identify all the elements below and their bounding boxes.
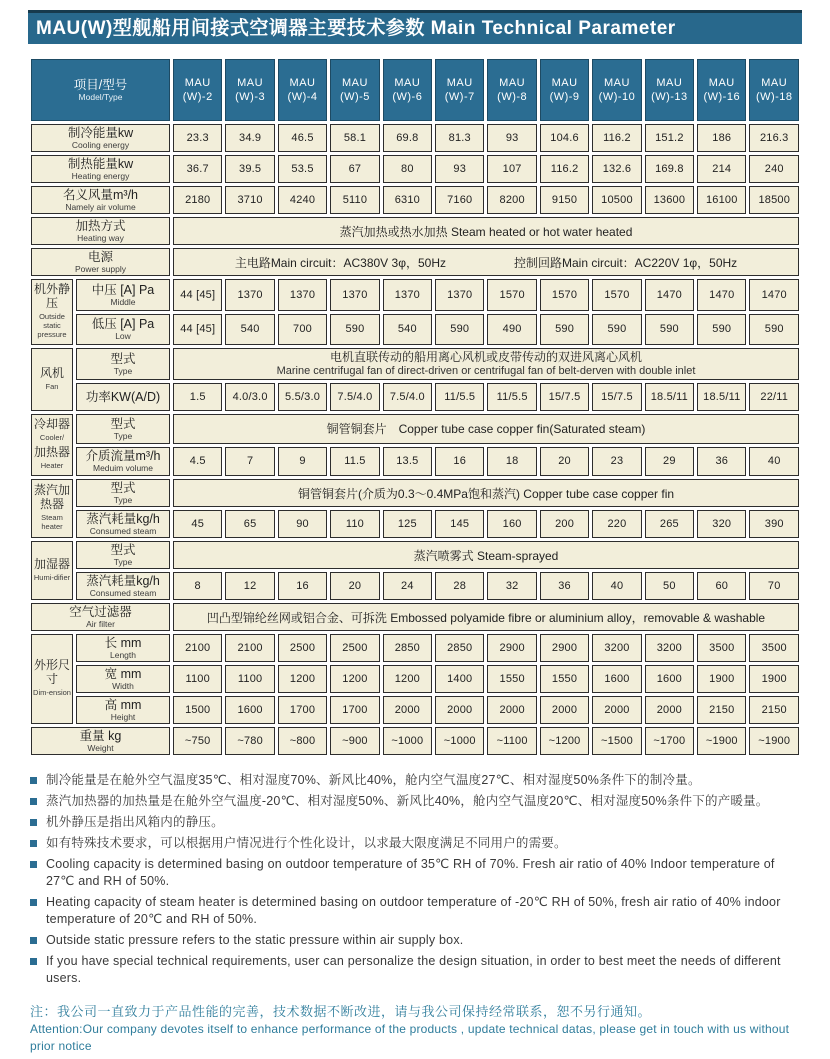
value-cell: 1370 <box>330 279 379 311</box>
value-cell: 1700 <box>330 696 379 724</box>
value-cell: 9 <box>278 447 327 477</box>
value-cell: 7.5/4.0 <box>330 383 379 411</box>
span-cell: 铜管铜套片 Copper tube case copper fin(Saturated steam) <box>173 414 799 444</box>
row-label: 制冷能量kw Cooling energy <box>31 124 170 152</box>
model-type-header-en: Model/Type <box>78 92 123 102</box>
value-cell: 1100 <box>173 665 222 693</box>
value-cell: 70 <box>749 572 799 600</box>
value-cell: 36 <box>540 572 589 600</box>
value-cell: ~900 <box>330 727 379 755</box>
value-cell: ~800 <box>278 727 327 755</box>
square-bullet-icon <box>30 958 37 965</box>
value-cell: 53.5 <box>278 155 327 183</box>
value-cell: 2000 <box>592 696 641 724</box>
value-cell: 116.2 <box>592 124 641 152</box>
value-cell: 7160 <box>435 186 484 214</box>
value-cell: 44 [45] <box>173 314 222 346</box>
row-label: 空气过滤器 Air filter <box>31 603 170 631</box>
table-row <box>31 248 799 276</box>
table-row <box>31 279 799 311</box>
table-row <box>31 217 799 245</box>
table-row <box>31 124 799 152</box>
value-cell: 125 <box>383 510 432 538</box>
row-label: 制热能量kw Heating energy <box>31 155 170 183</box>
group-label: 外形尺寸 Dim-ension <box>31 634 73 724</box>
value-cell: 10500 <box>592 186 641 214</box>
spec-table-body <box>31 59 799 755</box>
model-header-cell: MAU (W)-16 <box>697 59 746 121</box>
group-label: 加湿器 Humi-difier <box>31 541 73 600</box>
value-cell: 1900 <box>749 665 799 693</box>
value-cell: 46.5 <box>278 124 327 152</box>
value-cell: 5.5/3.0 <box>278 383 327 411</box>
note-item <box>30 894 802 928</box>
model-header-cell: MAU (W)-5 <box>330 59 379 121</box>
value-cell: 220 <box>592 510 641 538</box>
value-cell: 9150 <box>540 186 589 214</box>
value-cell: 1200 <box>330 665 379 693</box>
table-row <box>31 186 799 214</box>
model-header-cell: MAU (W)-4 <box>278 59 327 121</box>
value-cell: 32 <box>487 572 536 600</box>
value-cell: 2850 <box>435 634 484 662</box>
note-item <box>30 772 802 789</box>
value-cell: 67 <box>330 155 379 183</box>
value-cell: 107 <box>487 155 536 183</box>
row-label: 低压 [A] Pa Low <box>76 314 170 346</box>
value-cell: 22/11 <box>749 383 799 411</box>
value-cell: 590 <box>435 314 484 346</box>
table-row <box>31 727 799 755</box>
value-cell: 110 <box>330 510 379 538</box>
value-cell: 1600 <box>592 665 641 693</box>
value-cell: 1400 <box>435 665 484 693</box>
note-item <box>30 856 802 890</box>
value-cell: 2000 <box>383 696 432 724</box>
value-cell: 2000 <box>435 696 484 724</box>
group-label: 冷却器 Cooler/ 加热器 Heater <box>31 414 73 476</box>
value-cell: 44 [45] <box>173 279 222 311</box>
value-cell: 2000 <box>487 696 536 724</box>
model-header-cell: MAU (W)-18 <box>749 59 799 121</box>
model-header-cell: MAU (W)-6 <box>383 59 432 121</box>
value-cell: 11/5.5 <box>487 383 536 411</box>
value-cell: 1700 <box>278 696 327 724</box>
value-cell: 2100 <box>225 634 274 662</box>
value-cell: 1470 <box>697 279 746 311</box>
page-title: MAU(W)型舰船用间接式空调器主要技术参数 Main Technical Parameter <box>28 10 802 44</box>
table-row <box>31 348 799 380</box>
value-cell: 590 <box>540 314 589 346</box>
value-cell: 2180 <box>173 186 222 214</box>
value-cell: 15/7.5 <box>540 383 589 411</box>
square-bullet-icon <box>30 777 37 784</box>
value-cell: 1600 <box>225 696 274 724</box>
value-cell: 20 <box>540 447 589 477</box>
value-cell: 65 <box>225 510 274 538</box>
note-item <box>30 793 802 810</box>
value-cell: 11.5 <box>330 447 379 477</box>
value-cell: 60 <box>697 572 746 600</box>
span-cell: 主电路Main circuit：AC380V 3φ，50Hz 控制回路Main circuit：AC220V 1φ，50Hz <box>173 248 799 276</box>
value-cell: 1200 <box>278 665 327 693</box>
spec-table <box>28 56 802 758</box>
note-text: 如有特殊技术要求，可以根据用户情况进行个性化设计，以求最大限度满足不同用户的需要。 <box>46 836 567 850</box>
value-cell: 39.5 <box>225 155 274 183</box>
value-cell: 590 <box>645 314 694 346</box>
value-cell: 18 <box>487 447 536 477</box>
value-cell: 104.6 <box>540 124 589 152</box>
value-cell: 45 <box>173 510 222 538</box>
table-row <box>31 603 799 631</box>
square-bullet-icon <box>30 819 37 826</box>
value-cell: 90 <box>278 510 327 538</box>
value-cell: 1.5 <box>173 383 222 411</box>
value-cell: 5110 <box>330 186 379 214</box>
note-text: If you have special technical requirements, user can personalize the design situation, in order to best meet the needs of different users. <box>46 954 781 985</box>
notes-section <box>30 772 802 987</box>
value-cell: ~1700 <box>645 727 694 755</box>
span-cell: 铜管铜套片(介质为0.3～0.4MPa饱和蒸汽) Copper tube case copper fin <box>173 479 799 507</box>
square-bullet-icon <box>30 937 37 944</box>
value-cell: 1600 <box>645 665 694 693</box>
group-label: 蒸汽加热器 Steam heater <box>31 479 73 538</box>
value-cell: 1370 <box>225 279 274 311</box>
value-cell: 390 <box>749 510 799 538</box>
value-cell: ~1000 <box>383 727 432 755</box>
value-cell: 7 <box>225 447 274 477</box>
row-label: 介质流量m³/h Meduim volume <box>76 447 170 477</box>
group-label: 风机 Fan <box>31 348 73 411</box>
value-cell: ~1100 <box>487 727 536 755</box>
attention-section <box>30 1003 802 1055</box>
value-cell: 3200 <box>592 634 641 662</box>
value-cell: 3710 <box>225 186 274 214</box>
value-cell: 2100 <box>173 634 222 662</box>
value-cell: 12 <box>225 572 274 600</box>
value-cell: ~750 <box>173 727 222 755</box>
row-label: 电源 Power supply <box>31 248 170 276</box>
model-header-cell: MAU (W)-7 <box>435 59 484 121</box>
note-item <box>30 814 802 831</box>
value-cell: 2000 <box>645 696 694 724</box>
model-header-cell: MAU (W)-13 <box>645 59 694 121</box>
note-text: 制冷能量是在舱外空气温度35℃、相对湿度70%、新风比40%，舱内空气温度27℃、相对湿度50%条件下的制冷量。 <box>46 773 701 787</box>
note-item <box>30 835 802 852</box>
value-cell: 2150 <box>697 696 746 724</box>
value-cell: 590 <box>330 314 379 346</box>
value-cell: 1570 <box>487 279 536 311</box>
table-row <box>31 414 799 444</box>
value-cell: 50 <box>645 572 694 600</box>
value-cell: 3500 <box>749 634 799 662</box>
table-row <box>31 447 799 477</box>
value-cell: 8200 <box>487 186 536 214</box>
value-cell: 216.3 <box>749 124 799 152</box>
table-row <box>31 479 799 507</box>
value-cell: 145 <box>435 510 484 538</box>
value-cell: 1370 <box>278 279 327 311</box>
value-cell: 169.8 <box>645 155 694 183</box>
value-cell: 265 <box>645 510 694 538</box>
value-cell: 2900 <box>487 634 536 662</box>
note-item <box>30 953 802 987</box>
value-cell: 2150 <box>749 696 799 724</box>
value-cell: 18.5/11 <box>645 383 694 411</box>
value-cell: 214 <box>697 155 746 183</box>
model-header-cell: MAU (W)-8 <box>487 59 536 121</box>
row-label: 高 mm Height <box>76 696 170 724</box>
value-cell: 3500 <box>697 634 746 662</box>
value-cell: 700 <box>278 314 327 346</box>
row-label: 宽 mm Width <box>76 665 170 693</box>
table-row <box>31 383 799 411</box>
value-cell: 2850 <box>383 634 432 662</box>
value-cell: 15/7.5 <box>592 383 641 411</box>
value-cell: 29 <box>645 447 694 477</box>
row-label: 蒸汽耗量kg/h Consumed steam <box>76 572 170 600</box>
value-cell: 540 <box>225 314 274 346</box>
value-cell: 1500 <box>173 696 222 724</box>
value-cell: 28 <box>435 572 484 600</box>
row-label: 中压 [A] Pa Middle <box>76 279 170 311</box>
value-cell: 13600 <box>645 186 694 214</box>
value-cell: 16100 <box>697 186 746 214</box>
value-cell: 23.3 <box>173 124 222 152</box>
value-cell: 81.3 <box>435 124 484 152</box>
span-cell: 电机直联传动的船用离心风机或皮带传动的双进风离心风机 Marine centrifugal fan of direct-driven or centrifugal fan of belt-derven with double inlet <box>173 348 799 380</box>
row-label: 蒸汽耗量kg/h Consumed steam <box>76 510 170 538</box>
value-cell: 320 <box>697 510 746 538</box>
value-cell: 36.7 <box>173 155 222 183</box>
model-type-header <box>31 59 170 121</box>
row-label: 型式 Type <box>76 348 170 380</box>
attention-en: Attention:Our company devotes itself to enhance performance of the products , update technical datas, please get in touch with us without prior notice <box>30 1022 790 1053</box>
value-cell: 69.8 <box>383 124 432 152</box>
value-cell: 1370 <box>383 279 432 311</box>
note-text: 机外静压是指出风箱内的静压。 <box>46 815 224 829</box>
value-cell: 1900 <box>697 665 746 693</box>
value-cell: 1470 <box>749 279 799 311</box>
value-cell: 11/5.5 <box>435 383 484 411</box>
value-cell: 7.5/4.0 <box>383 383 432 411</box>
value-cell: 20 <box>330 572 379 600</box>
row-label: 加热方式 Heating way <box>31 217 170 245</box>
value-cell: 93 <box>487 124 536 152</box>
table-row <box>31 155 799 183</box>
value-cell: 4.5 <box>173 447 222 477</box>
row-label: 长 mm Length <box>76 634 170 662</box>
value-cell: 116.2 <box>540 155 589 183</box>
value-cell: ~1200 <box>540 727 589 755</box>
table-row <box>31 634 799 662</box>
table-row <box>31 541 799 569</box>
value-cell: 1570 <box>592 279 641 311</box>
value-cell: ~1900 <box>749 727 799 755</box>
note-text: Cooling capacity is determined basing on outdoor temperature of 35℃ RH of 70%. Fresh air ratio of 40% Indoor temperature of 27℃ and RH of 50%. <box>46 857 775 888</box>
model-header-cell: MAU (W)-3 <box>225 59 274 121</box>
model-header-cell: MAU (W)-10 <box>592 59 641 121</box>
row-label: 功率KW(A/D) <box>76 383 170 411</box>
value-cell: 18.5/11 <box>697 383 746 411</box>
span-cell: 蒸汽喷雾式 Steam-sprayed <box>173 541 799 569</box>
value-cell: 4.0/3.0 <box>225 383 274 411</box>
value-cell: 3200 <box>645 634 694 662</box>
value-cell: 1100 <box>225 665 274 693</box>
value-cell: 151.2 <box>645 124 694 152</box>
model-header-cell: MAU (W)-9 <box>540 59 589 121</box>
note-item <box>30 932 802 949</box>
value-cell: 16 <box>435 447 484 477</box>
note-text: 蒸汽加热器的加热量是在舱外空气温度-20℃、相对湿度50%、新风比40%，舱内空气温度20℃、相对湿度50%条件下的产暖量。 <box>46 794 769 808</box>
value-cell: 36 <box>697 447 746 477</box>
value-cell: 40 <box>592 572 641 600</box>
value-cell: 1200 <box>383 665 432 693</box>
square-bullet-icon <box>30 840 37 847</box>
value-cell: 540 <box>383 314 432 346</box>
square-bullet-icon <box>30 798 37 805</box>
value-cell: 24 <box>383 572 432 600</box>
model-type-header-zh: 项目/型号 <box>73 78 128 92</box>
table-row <box>31 696 799 724</box>
value-cell: 6310 <box>383 186 432 214</box>
value-cell: ~1500 <box>592 727 641 755</box>
span-cell: 凹凸型锦纶丝网或铝合金、可拆洗 Embossed polyamide fibre or aluminium alloy，removable & washable <box>173 603 799 631</box>
value-cell: 80 <box>383 155 432 183</box>
value-cell: 8 <box>173 572 222 600</box>
table-row <box>31 665 799 693</box>
value-cell: 1570 <box>540 279 589 311</box>
value-cell: ~1900 <box>697 727 746 755</box>
span-cell: 蒸汽加热或热水加热 Steam heated or hot water heated <box>173 217 799 245</box>
table-row <box>31 572 799 600</box>
value-cell: 590 <box>749 314 799 346</box>
table-row <box>31 510 799 538</box>
value-cell: 490 <box>487 314 536 346</box>
value-cell: 590 <box>697 314 746 346</box>
row-label: 名义风量m³/h Namely air volume <box>31 186 170 214</box>
value-cell: 240 <box>749 155 799 183</box>
value-cell: 93 <box>435 155 484 183</box>
square-bullet-icon <box>30 861 37 868</box>
note-text: Heating capacity of steam heater is determined basing on outdoor temperature of -20℃ RH of 50%, fresh air ratio of 40% indoor temperature of 20℃ and RH of 50%. <box>46 895 781 926</box>
value-cell: 132.6 <box>592 155 641 183</box>
value-cell: 186 <box>697 124 746 152</box>
value-cell: 1550 <box>540 665 589 693</box>
model-header-row <box>31 59 799 121</box>
value-cell: 40 <box>749 447 799 477</box>
value-cell: 160 <box>487 510 536 538</box>
value-cell: 1370 <box>435 279 484 311</box>
value-cell: 4240 <box>278 186 327 214</box>
value-cell: 2500 <box>278 634 327 662</box>
value-cell: 58.1 <box>330 124 379 152</box>
value-cell: 18500 <box>749 186 799 214</box>
square-bullet-icon <box>30 899 37 906</box>
value-cell: ~780 <box>225 727 274 755</box>
value-cell: 2900 <box>540 634 589 662</box>
attention-zh: 注：我公司一直致力于产品性能的完善，技术数据不断改进，请与我公司保持经常联系，恕不另行通知。 <box>30 1004 652 1019</box>
value-cell: ~1000 <box>435 727 484 755</box>
value-cell: 1550 <box>487 665 536 693</box>
model-header-cell: MAU (W)-2 <box>173 59 222 121</box>
row-label: 型式 Type <box>76 541 170 569</box>
value-cell: 200 <box>540 510 589 538</box>
note-text: Outside static pressure refers to the static pressure within air supply box. <box>46 933 464 947</box>
value-cell: 23 <box>592 447 641 477</box>
row-label: 型式 Type <box>76 479 170 507</box>
table-row <box>31 314 799 346</box>
value-cell: 1470 <box>645 279 694 311</box>
group-label: 机外静压 Outside static pressure <box>31 279 73 345</box>
row-label: 型式 Type <box>76 414 170 444</box>
value-cell: 16 <box>278 572 327 600</box>
row-label: 重量 kg Weight <box>31 727 170 755</box>
value-cell: 13.5 <box>383 447 432 477</box>
value-cell: 2500 <box>330 634 379 662</box>
value-cell: 590 <box>592 314 641 346</box>
value-cell: 34.9 <box>225 124 274 152</box>
value-cell: 2000 <box>540 696 589 724</box>
